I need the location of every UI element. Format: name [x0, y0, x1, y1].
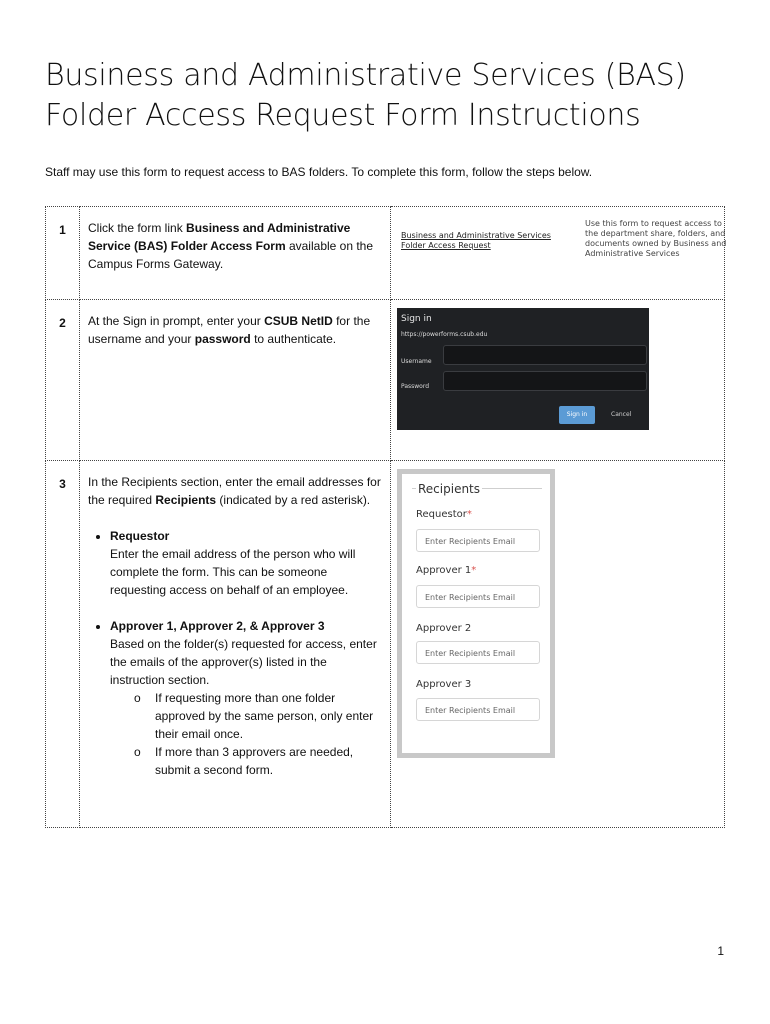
page-title: Business and Administrative Services (BAS) Folder Access Request Form Instructions — [45, 58, 686, 133]
gateway-screenshot — [397, 215, 727, 273]
approver2-email-input[interactable]: Enter Recipients Email — [416, 641, 540, 664]
sub-bullet: o If more than 3 approvers are needed, submit a second form. — [134, 743, 382, 779]
approver3-email-input[interactable]: Enter Recipients Email — [416, 698, 540, 721]
sub-bullet: o If requesting more than one folder approved by the same person, only enter their email once. — [134, 689, 382, 743]
bullet-requestor: • Requestor Enter the email address of the person who will complete the form. This can be someone requesting access on behalf of an employee. — [110, 527, 382, 599]
signin-title: Sign in — [401, 314, 432, 324]
signin-url: https://powerforms.csub.edu — [401, 331, 488, 338]
page-number: 1 — [717, 944, 724, 958]
password-input[interactable] — [443, 371, 647, 391]
approver2-label: Approver 2 — [416, 623, 472, 634]
password-label: Password — [401, 383, 430, 390]
step-image-signin — [391, 300, 725, 461]
gateway-form-link[interactable]: Business and Administrative Services Folder Access Request — [401, 231, 551, 250]
bullet-approvers: • Approver 1, Approver 2, & Approver 3 Based on the folder(s) requested for access, enter the emails of the approver(s) listed in the instruction section. o If requesting more than one folder approved by the same person, only enter their email once. o If more than 3 approvers are needed, submit a second form. — [110, 617, 382, 779]
step-number: 2 — [46, 300, 80, 461]
username-input[interactable] — [443, 345, 647, 365]
recipients-legend: Recipients — [418, 482, 481, 496]
approver1-email-input[interactable]: Enter Recipients Email — [416, 585, 540, 608]
required-asterisk: * — [466, 509, 472, 520]
signin-dialog — [397, 308, 649, 430]
step-row-1 — [46, 207, 725, 300]
intro-text: Staff may use this form to request access to BAS folders. To complete this form, follow the steps below. — [45, 165, 593, 179]
recipient-bullets — [88, 527, 382, 779]
requestor-email-input[interactable]: Enter Recipients Email — [416, 529, 540, 552]
step-image-gateway — [391, 207, 725, 300]
step-number: 1 — [46, 207, 80, 300]
step-text: At the Sign in prompt, enter your CSUB NetID for the username and your password to authenticate. — [80, 300, 391, 461]
step-text: Click the form link Business and Administrative Service (BAS) Folder Access Form available on the Campus Forms Gateway. — [80, 207, 391, 300]
step-image-recipients — [391, 461, 725, 828]
requestor-label: Requestor* — [416, 509, 472, 520]
gateway-form-description: Use this form to request access to the department share, folders, and documents owned by Business and Administrative Services — [585, 219, 727, 258]
approver1-label: Approver 1* — [416, 565, 477, 576]
step-row-3 — [46, 461, 725, 828]
recipients-screenshot — [397, 469, 555, 758]
step-number: 3 — [46, 461, 80, 828]
approver-sub-bullets — [110, 689, 382, 779]
required-asterisk: * — [471, 565, 477, 576]
username-label: Username — [401, 358, 432, 365]
approver3-label: Approver 3 — [416, 679, 472, 690]
cancel-button[interactable]: Cancel — [611, 411, 632, 418]
step-text: In the Recipients section, enter the email addresses for the required Recipients (indicated by a red asterisk). • Requestor Enter the email address of the person who will complete the form. This can be someone requesting access on behalf of an employee. • Approver 1, Approver 2, & Approver 3 Based on the folder(s) requested for access, enter the emails of the approver(s) listed in the instruction section. o If requesting more than one folder approved by the same person, only enter their email once. o If more than 3 approvers are needed, submit a second form. — [80, 461, 391, 828]
steps-table — [45, 206, 725, 828]
signin-button[interactable]: Sign in — [559, 406, 595, 424]
step-row-2 — [46, 300, 725, 461]
form-name: Business and Administrative Service (BAS) Folder Access Form — [88, 221, 351, 253]
